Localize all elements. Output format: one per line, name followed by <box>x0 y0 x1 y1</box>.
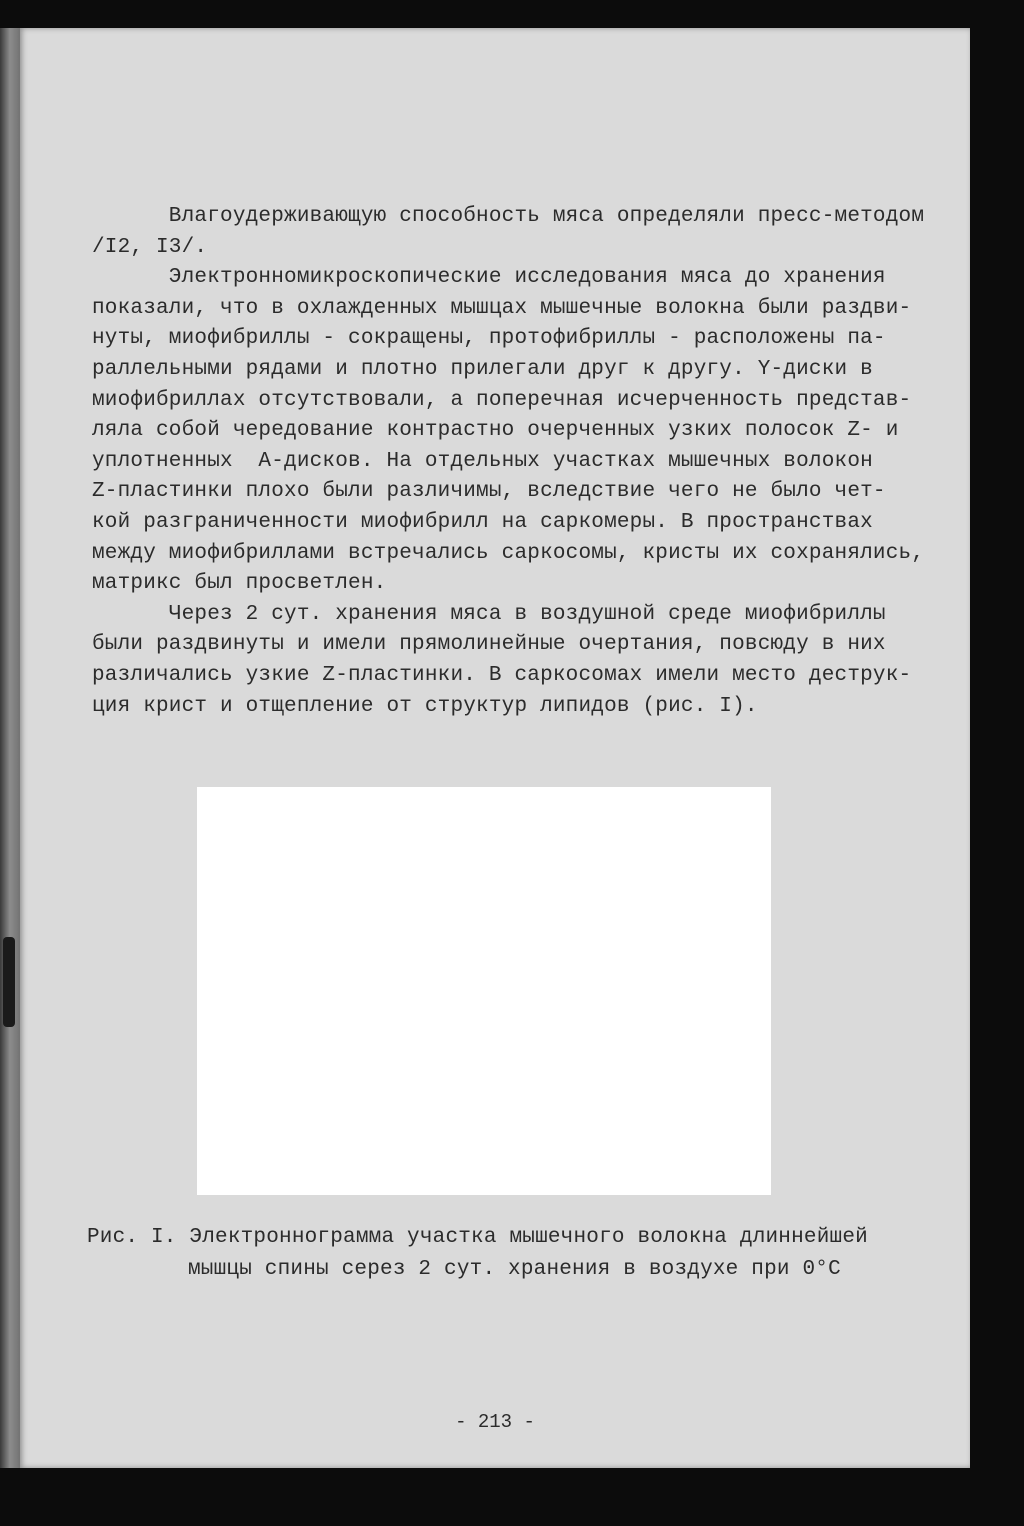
text-line: ляла собой чередование контрастно очерченных узких полосок Z- и <box>92 419 899 443</box>
text-line: уплотненных А-дисков. На отдельных участках мышечных волокон <box>92 449 873 473</box>
text-line: были раздвинуты и имели прямолинейные очертания, повсюду в них <box>92 633 886 657</box>
text-line: Влагоудерживающую способность мяса определяли пресс-методом <box>92 205 925 228</box>
book-binding <box>0 28 22 1468</box>
text-line: миофибриллах отсутствовали, а поперечная исчерченность представ- <box>92 388 912 412</box>
text-line: показали, что в охлажденных мышцах мышечные волокна были раздви- <box>92 296 912 320</box>
text-line: между миофибриллами встречались саркосомы, кристы их сохранялись, <box>92 541 925 565</box>
caption-line: мышцы спины серез 2 сут. хранения в воздухе при 0°С <box>188 1258 841 1281</box>
body-text <box>92 202 925 722</box>
text-line: Z-пластинки плохо были различимы, вследствие чего не было чет- <box>92 480 886 504</box>
text-line: матрикс был просветлен. <box>92 572 387 596</box>
text-line: Электронномикроскопические исследования мяса до хранения <box>92 266 886 290</box>
binding-mark <box>3 937 15 1027</box>
caption-line: Рис. I. Электроннограмма участка мышечного волокна длиннейшей <box>87 1226 868 1249</box>
text-line: /I2, I3/. <box>92 235 208 259</box>
text-line: различались узкие Z-пластинки. В саркосомах имели место деструк- <box>92 663 912 687</box>
text-line: нуты, миофибриллы - сокращены, протофибриллы - расположены па- <box>92 327 886 351</box>
figure-image <box>197 787 771 1195</box>
document-page <box>20 28 970 1468</box>
text-line: Через 2 сут. хранения мяса в воздушной среде миофибриллы <box>92 602 886 626</box>
text-line: раллельными рядами и плотно прилегали друг к другу. Y-диски в <box>92 357 873 381</box>
figure-caption <box>87 1222 887 1286</box>
text-line: ция крист и отщепление от структур липидов (рис. I). <box>92 694 758 718</box>
page-number: - 213 - <box>455 1411 535 1433</box>
text-line: кой разграниченности миофибрилл на саркомеры. В пространствах <box>92 510 873 534</box>
